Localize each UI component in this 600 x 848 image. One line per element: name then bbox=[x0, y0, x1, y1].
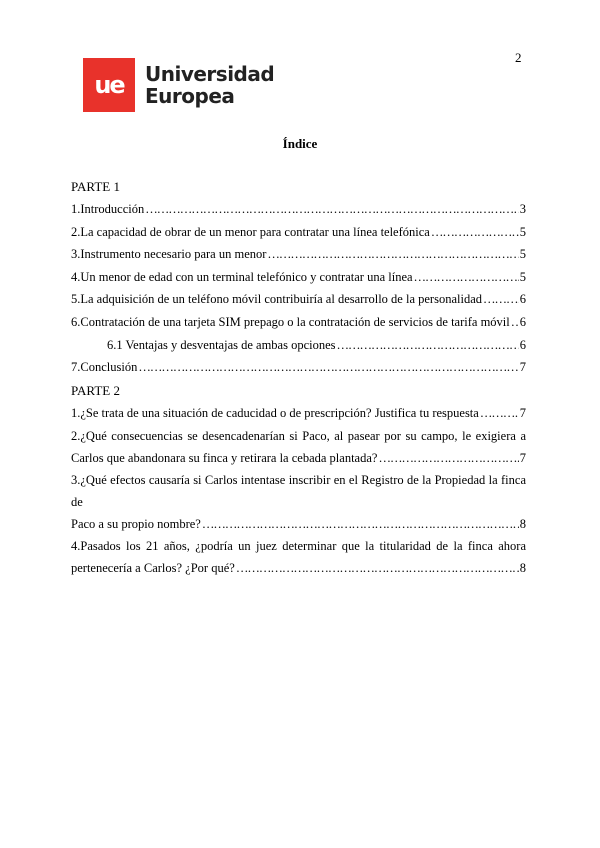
toc-entry[interactable]: 4.Pasados los 21 años, ¿podría un juez determinar que la titularidad de la finca ahora pertenecería a Carlos? ¿Por qué? …………………………………………………………………………………………………………………………………………………………………………………… 8 bbox=[71, 535, 526, 579]
toc-title: Índice bbox=[282, 136, 318, 151]
toc-entry[interactable]: 7.Conclusión …………………………………………………………………………………………………………………………………………………………………………………… 7 bbox=[71, 356, 526, 379]
toc-subentry[interactable]: 6.1 Ventajas y desventajas de ambas opciones …………………………………………………………………………………………………………………………………………………………………………………… 6 bbox=[71, 334, 526, 357]
toc-entry[interactable]: 2.La capacidad de obrar de un menor para contratar una línea telefónica …………………………………………………………………………………………………………………………………………………………………………………… 5 bbox=[71, 221, 526, 244]
toc-entry[interactable]: 1.¿Se trata de una situación de caducidad o de prescripción? Justifica tu respuesta …………………………………………………………………………………………………………………………………………………………………………………… 7 bbox=[71, 402, 526, 425]
part2-section bbox=[71, 380, 526, 579]
toc-entry[interactable]: 1.Introducción …………………………………………………………………………………………………………………………………………………………………………………… 3 bbox=[71, 198, 526, 221]
part1-section bbox=[71, 176, 526, 379]
toc-entry[interactable]: 4.Un menor de edad con un terminal telefónico y contratar una línea …………………………………………………………………………………………………………………………………………………………………………………… 5 bbox=[71, 266, 526, 289]
toc-entry[interactable]: 3.¿Qué efectos causaría si Carlos intentase inscribir en el Registro de la Propiedad la finca de Paco a su propio nombre? …………………………………………………………………………………………………………………………………………………………………………………… 8 bbox=[71, 469, 526, 535]
toc-entry[interactable]: 5.La adquisición de un teléfono móvil contribuiría al desarrollo de la personalidad …………………………………………………………………………………………………………………………………………………………………………………… 6 bbox=[71, 288, 526, 311]
part1-heading: PARTE 1 bbox=[71, 179, 120, 194]
toc-entry[interactable]: 6.Contratación de una tarjeta SIM prepago o la contratación de servicios de tarifa móvil …………………………………………………………………………………………………………………………………………………………………………………… 6 bbox=[71, 311, 526, 334]
university-logo bbox=[83, 58, 274, 112]
part2-heading: PARTE 2 bbox=[71, 383, 120, 398]
page-number: 2 bbox=[515, 50, 522, 65]
logo-mark: ue bbox=[83, 58, 135, 112]
toc-entry[interactable]: 3.Instrumento necesario para un menor …………………………………………………………………………………………………………………………………………………………………………………… 5 bbox=[71, 243, 526, 266]
toc-entry[interactable]: 2.¿Qué consecuencias se desencadenarían si Paco, al pasear por su campo, le exigiera a Carlos que abandonara su finca y retirara la cebada plantada? …………………………………………………………………………………………………………………………………………………………………………………… 7 bbox=[71, 425, 526, 469]
logo-text: Universidad Europea bbox=[145, 62, 275, 108]
